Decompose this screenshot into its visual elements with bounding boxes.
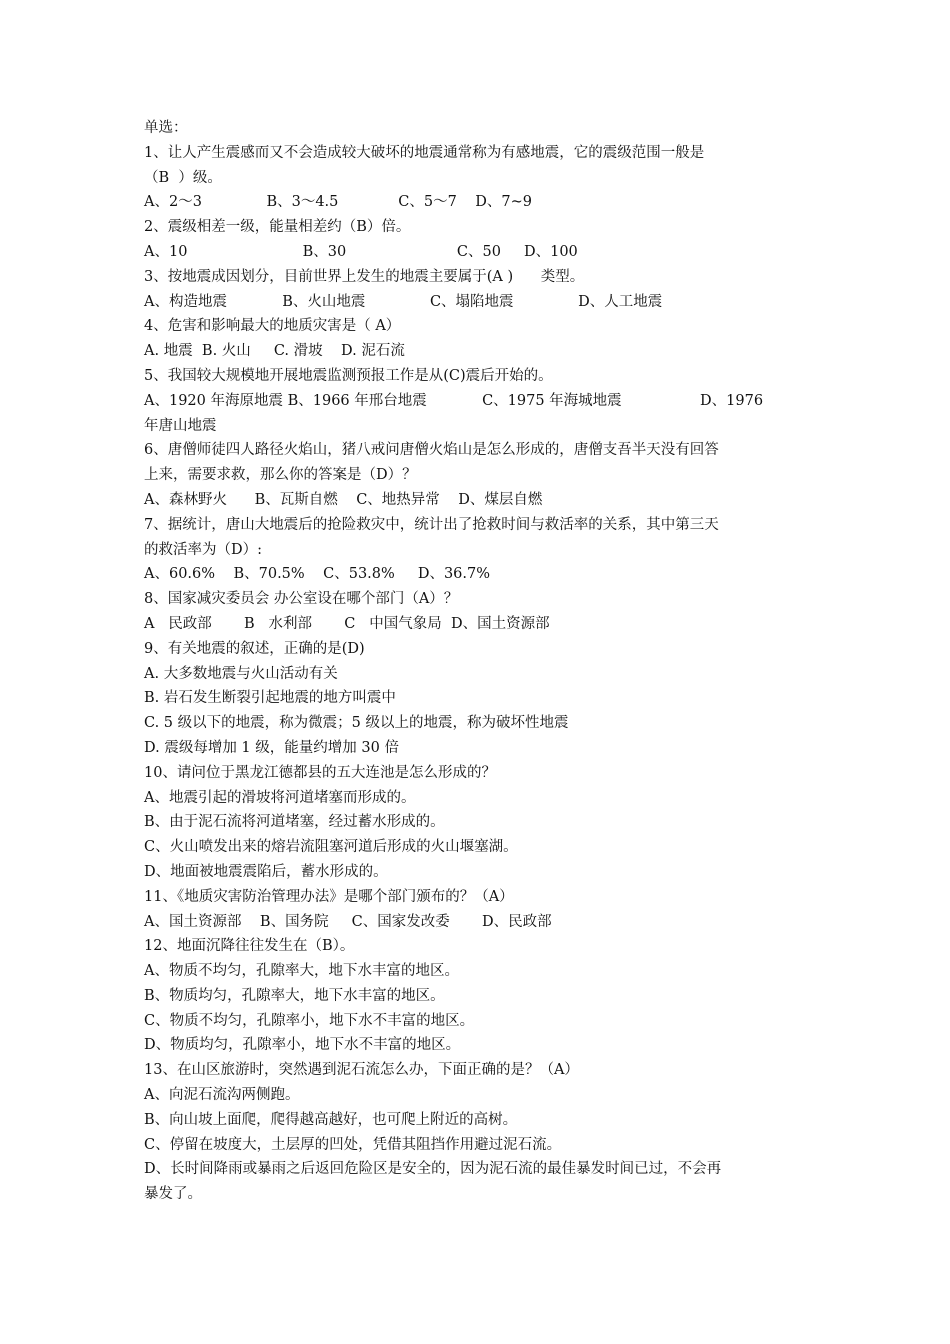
text-line: 暴发了。: [144, 1186, 202, 1203]
text-line: A. 大多数地震与火山活动有关: [144, 665, 338, 682]
text-line: C、物质不均匀，孔隙率小，地下水不丰富的地区。: [144, 1012, 475, 1029]
text-line: D、长时间降雨或暴雨之后返回危险区是安全的，因为泥石流的最佳暴发时间已过，不会再: [144, 1161, 722, 1178]
text-line: A、2～3 B、3～4.5 C、5～7 D、7~9: [144, 194, 533, 211]
text-line: 13、在山区旅游时，突然遇到泥石流怎么办，下面正确的是？（A）: [144, 1062, 579, 1079]
text-line: A 民政部 B 水利部 C 中国气象局 D、国土资源部: [144, 615, 550, 632]
text-line: A、地震引起的滑坡将河道堵塞而形成的。: [144, 789, 416, 806]
text-line: 上来，需要求救，那么你的答案是（D）？: [144, 467, 417, 484]
text-line: D. 震级每增加 1 级，能量约增加 30 倍: [144, 739, 399, 756]
text-line: 10、请问位于黑龙江德都县的五大连池是怎么形成的？: [144, 764, 496, 781]
text-line: D、地面被地震震陷后，蓄水形成的。: [144, 863, 388, 880]
text-line: 8、国家减灾委员会 办公室设在哪个部门（A）？: [144, 591, 459, 608]
text-line: （B ）级。: [144, 169, 222, 186]
text-line: B、向山坡上面爬，爬得越高越好，也可爬上附近的高树。: [144, 1111, 518, 1128]
text-line: 1、让人产生震感而又不会造成较大破坏的地震通常称为有感地震，它的震级范围一般是: [144, 144, 705, 161]
text-line: A、向泥石流沟两侧跑。: [144, 1087, 300, 1104]
document-page: [144, 116, 814, 1207]
text-line: 3、按地震成因划分，目前世界上发生的地震主要属于(A ) 类型。: [144, 268, 585, 285]
text-line: A、1920 年海原地震 B、1966 年邢台地震 C、1975 年海城地震 D、1976: [144, 392, 764, 409]
text-line: B. 岩石发生断裂引起地震的地方叫震中: [144, 690, 396, 707]
text-line: 12、地面沉降往往发生在（B）。: [144, 938, 355, 955]
text-line: A、60.6% B、70.5% C、53.8% D、36.7%: [144, 566, 491, 583]
text-line: C. 5 级以下的地震，称为微震；5 级以上的地震，称为破坏性地震: [144, 715, 569, 732]
text-line: D、物质均匀，孔隙率小，地下水不丰富的地区。: [144, 1037, 461, 1054]
text-line: A、10 B、30 C、50 D、100: [144, 243, 578, 260]
text-line: C、停留在坡度大，土层厚的凹处，凭借其阻挡作用避过泥石流。: [144, 1136, 562, 1153]
text-line: 5、我国较大规模地开展地震监测预报工作是从(C)震后开始的。: [144, 367, 553, 384]
text-line: A、物质不均匀，孔隙率大，地下水丰富的地区。: [144, 963, 459, 980]
question-list: [144, 141, 814, 1207]
text-line: 7、据统计，唐山大地震后的抢险救灾中，统计出了抢救时间与救活率的关系，其中第三天: [144, 516, 719, 533]
text-line: 的救活率为（D）:: [144, 541, 263, 558]
text-line: A、国土资源部 B、国务院 C、国家发改委 D、民政部: [144, 913, 552, 930]
text-line: B、由于泥石流将河道堵塞，经过蓄水形成的。: [144, 814, 445, 831]
text-line: C、火山喷发出来的熔岩流阻塞河道后形成的火山堰塞湖。: [144, 839, 518, 856]
text-line: 9、有关地震的叙述，正确的是(D): [144, 640, 365, 657]
text-line: B、物质均匀，孔隙率大，地下水丰富的地区。: [144, 987, 445, 1004]
text-line: A、构造地震 B、火山地震 C、塌陷地震 D、人工地震: [144, 293, 663, 310]
text-line: 6、唐僧师徒四人路径火焰山，猪八戒问唐僧火焰山是怎么形成的，唐僧支吾半天没有回答: [144, 442, 719, 459]
section-heading: 单选：: [144, 120, 188, 136]
text-line: A、森林野火 B、瓦斯自燃 C、地热异常 D、煤层自燃: [144, 491, 543, 508]
text-line: 11、《地质灾害防治管理办法》是哪个部门颁布的？（A）: [144, 888, 514, 905]
text-line: 2、震级相差一级，能量相差约（B）倍。: [144, 219, 411, 236]
text-line: 年唐山地震: [144, 417, 217, 434]
text-line: A. 地震 B. 火山 C. 滑坡 D. 泥石流: [144, 343, 405, 360]
text-line: 4、危害和影响最大的地质灾害是（ A）: [144, 318, 401, 335]
